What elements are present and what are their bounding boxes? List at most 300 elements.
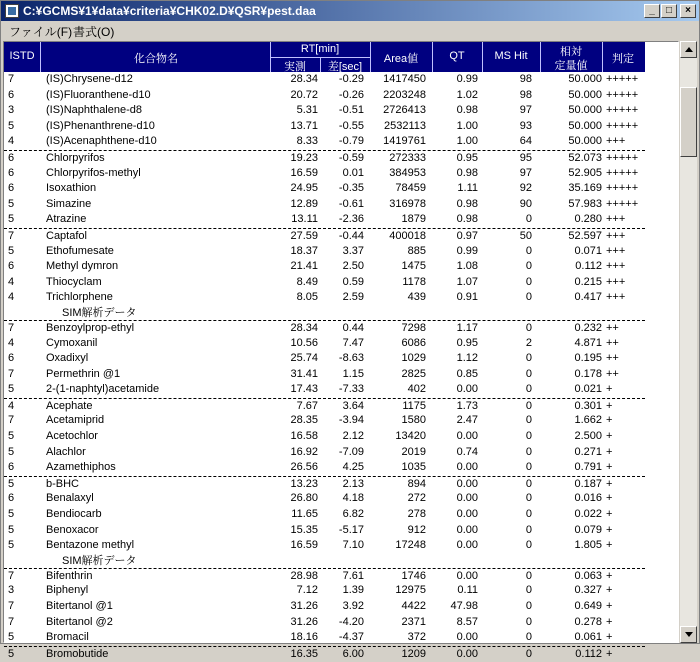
table-row[interactable]	[4, 290, 645, 306]
table-row[interactable]	[4, 88, 645, 104]
table-row[interactable]	[4, 398, 645, 414]
cell-rt: 26.56	[290, 461, 318, 474]
cell-diff: -0.61	[338, 197, 364, 210]
cell-diff: 3.92	[342, 600, 364, 612]
cell-qt: 0.99	[456, 244, 478, 257]
cell-area: 272333	[389, 151, 426, 164]
cell-qt: 1.17	[456, 321, 478, 334]
cell-name: Benzoylprop-ethyl	[46, 321, 135, 334]
cell-qt: 0.74	[456, 445, 478, 458]
cell-ms: 0	[525, 291, 532, 304]
cell-conc: 50.000	[568, 73, 602, 85]
table-row[interactable]	[4, 134, 645, 150]
scroll-thumb[interactable]	[680, 87, 697, 157]
table-row[interactable]	[4, 413, 645, 429]
cell-name: (IS)Naphthalene-d8	[46, 104, 143, 117]
header-qt[interactable]: QT	[449, 50, 465, 62]
cell-diff: 0.44	[342, 321, 364, 334]
cell-judge: ++	[606, 352, 619, 365]
cell-rt: 25.74	[290, 352, 318, 365]
table-row[interactable]	[4, 382, 645, 398]
cell-area: 402	[407, 383, 426, 396]
cell-judge: +++++	[606, 88, 639, 101]
table-row[interactable]	[4, 244, 645, 260]
cell-area: 1879	[401, 213, 426, 226]
header-rt-diff[interactable]: 差[sec]	[327, 61, 363, 73]
cell-name: Acephate	[46, 399, 93, 412]
cell-name: Permethrin @1	[46, 367, 121, 380]
cell-diff: -0.55	[338, 119, 364, 132]
cell-name: Captafol	[46, 229, 87, 242]
cell-ms: 0	[525, 275, 532, 288]
cell-area: 278	[407, 508, 426, 521]
table-row[interactable]	[4, 476, 645, 492]
cell-diff: -7.09	[338, 445, 364, 458]
table-row[interactable]	[4, 615, 645, 631]
sim-data-label	[4, 306, 645, 320]
cell-diff: 0.01	[342, 166, 364, 179]
cell-rt: 20.72	[290, 88, 318, 101]
cell-judge: ++	[606, 367, 619, 380]
table-row[interactable]	[4, 228, 645, 244]
cell-name: 2-(1-naphtyl)acetamide	[46, 383, 160, 396]
cell-conc: 0.022	[574, 508, 602, 521]
cell-judge: +++++	[606, 151, 639, 164]
cell-area: 1580	[401, 414, 426, 427]
sim-data-label	[4, 554, 645, 568]
cell-area: 1178	[402, 275, 426, 288]
cell-conc: 52.073	[568, 151, 602, 164]
cell-ms: 0	[525, 367, 532, 380]
cell-rt: 12.89	[290, 197, 318, 210]
cell-istd: 6	[8, 182, 15, 195]
cell-qt: 1.08	[456, 260, 478, 273]
cell-istd: 6	[8, 166, 15, 179]
cell-qt: 0.99	[456, 73, 478, 85]
vertical-scrollbar[interactable]	[680, 41, 697, 643]
cell-conc: 0.232	[574, 321, 602, 334]
cell-name: Bendiocarb	[46, 508, 102, 521]
table-row[interactable]	[4, 583, 645, 599]
cell-diff: -0.29	[338, 73, 364, 85]
cell-qt: 0.00	[456, 569, 478, 582]
cell-judge: +++++	[606, 182, 639, 195]
cell-istd: 5	[8, 383, 15, 396]
cell-qt: 0.00	[456, 430, 478, 443]
cell-ms: 0	[525, 584, 532, 597]
cell-rt: 13.23	[290, 477, 318, 490]
minimize-button[interactable]: _	[644, 4, 660, 18]
cell-ms: 2	[525, 336, 532, 349]
cell-qt: 1.00	[456, 135, 478, 148]
cell-istd: 4	[8, 275, 15, 288]
cell-istd: 5	[8, 244, 15, 257]
menu-bar	[1, 21, 699, 40]
cell-area: 2532113	[383, 119, 426, 132]
cell-conc: 0.016	[574, 492, 602, 505]
cell-name: Thiocyclam	[46, 275, 102, 288]
cell-ms: 0	[525, 414, 532, 427]
cell-area: 2019	[401, 445, 426, 458]
cell-area: 1419761	[383, 135, 426, 148]
table-row[interactable]	[4, 367, 645, 383]
cell-judge: +	[606, 631, 613, 644]
cell-judge: +++++	[606, 104, 639, 117]
cell-conc: 0.187	[574, 477, 602, 490]
cell-conc: 1.805	[574, 539, 602, 552]
cell-rt: 27.59	[290, 229, 318, 242]
cell-ms: 0	[525, 430, 532, 443]
cell-area: 1035	[401, 461, 426, 474]
header-rt-measured[interactable]: 実測	[284, 61, 306, 73]
cell-rt: 16.59	[290, 539, 318, 552]
table-row[interactable]	[4, 445, 645, 461]
cell-conc: 50.000	[568, 119, 602, 132]
cell-rt: 28.98	[290, 569, 318, 582]
cell-judge: +	[606, 508, 613, 521]
table-row[interactable]	[4, 460, 645, 476]
cell-qt: 0.00	[456, 647, 478, 660]
cell-qt: 1.12	[456, 352, 478, 365]
cell-diff: -0.59	[338, 151, 364, 164]
cell-judge: +	[606, 615, 613, 628]
cell-judge: +	[606, 445, 613, 458]
cell-qt: 1.73	[456, 399, 478, 412]
cell-ms: 93	[519, 119, 532, 132]
cell-judge: ++	[606, 336, 619, 349]
cell-istd: 5	[8, 445, 15, 458]
cell-rt: 7.12	[296, 584, 318, 597]
table-row[interactable]	[4, 507, 645, 523]
cell-diff: 7.61	[342, 569, 364, 582]
cell-rt: 19.23	[290, 151, 318, 164]
cell-qt: 0.95	[456, 151, 478, 164]
cell-diff: -0.26	[338, 88, 364, 101]
cell-name: Biphenyl	[46, 584, 89, 597]
header-conc-line2[interactable]: 定量値	[554, 60, 588, 72]
table-row[interactable]	[4, 630, 645, 646]
cell-rt: 16.58	[290, 430, 318, 443]
table-row[interactable]	[4, 103, 645, 119]
cell-area: 1475	[401, 260, 426, 273]
cell-diff: 2.50	[342, 260, 364, 273]
cell-qt: 0.98	[456, 104, 478, 117]
cell-ms: 0	[525, 445, 532, 458]
cell-istd: 5	[8, 631, 15, 644]
table-body	[4, 72, 645, 661]
cell-rt: 18.37	[290, 244, 318, 257]
scroll-down-button[interactable]	[680, 626, 697, 643]
cell-qt: 0.00	[456, 477, 478, 490]
cell-diff: 7.10	[342, 539, 364, 552]
cell-istd: 3	[8, 584, 15, 597]
scroll-up-button[interactable]	[680, 41, 697, 58]
cell-ms: 64	[519, 135, 532, 148]
cell-judge: +	[606, 414, 613, 427]
cell-istd: 7	[8, 367, 15, 380]
cell-ms: 0	[525, 600, 532, 612]
cell-name: Bromacil	[46, 631, 89, 644]
cell-rt: 21.41	[290, 260, 318, 273]
cell-rt: 10.56	[290, 336, 318, 349]
table-row[interactable]	[4, 599, 645, 615]
cell-qt: 0.00	[456, 492, 478, 505]
table-row[interactable]	[4, 72, 645, 88]
cell-diff: 6.00	[342, 647, 364, 660]
cell-judge: +	[606, 600, 613, 612]
maximize-button[interactable]: □	[661, 4, 677, 18]
cell-name: Ethofumesate	[46, 244, 114, 257]
cell-judge: +	[606, 477, 613, 490]
sim-data-text: SIM解析データ	[62, 306, 137, 319]
menu-format[interactable]: 書式(O)	[73, 25, 115, 39]
cell-istd: 4	[8, 336, 15, 349]
cell-name: Atrazine	[46, 213, 87, 226]
cell-judge: +++	[606, 229, 626, 242]
cell-istd: 5	[8, 523, 15, 536]
cell-istd: 5	[8, 430, 15, 443]
cell-istd: 6	[8, 88, 15, 101]
table-header	[4, 42, 645, 72]
cell-qt: 47.98	[450, 600, 478, 612]
header-istd[interactable]: ISTD	[9, 50, 35, 62]
cell-rt: 31.26	[290, 600, 318, 612]
cell-area: 894	[407, 477, 426, 490]
title-bar[interactable]	[1, 1, 699, 21]
cell-diff: 1.15	[342, 367, 364, 380]
cell-rt: 18.16	[290, 631, 318, 644]
cell-ms: 0	[525, 260, 532, 273]
cell-qt: 0.00	[456, 539, 478, 552]
cell-istd: 5	[8, 197, 15, 210]
cell-rt: 17.43	[290, 383, 318, 396]
results-table	[3, 41, 679, 660]
cell-istd: 7	[8, 73, 15, 85]
cell-istd: 6	[8, 352, 15, 365]
cell-conc: 0.063	[574, 569, 602, 582]
cell-area: 372	[407, 631, 426, 644]
cell-qt: 0.00	[456, 508, 478, 521]
cell-diff: -3.94	[338, 414, 364, 427]
cell-rt: 13.11	[291, 213, 318, 226]
cell-istd: 5	[8, 647, 15, 660]
cell-diff: -8.63	[338, 352, 364, 365]
cell-name: Acetamiprid	[46, 414, 105, 427]
cell-rt: 26.80	[290, 492, 318, 505]
cell-ms: 98	[519, 73, 532, 85]
cell-ms: 0	[525, 523, 532, 536]
cell-conc: 57.983	[568, 197, 602, 210]
cell-area: 439	[407, 291, 426, 304]
cell-judge: +	[606, 584, 613, 597]
cell-name: Benalaxyl	[46, 492, 94, 505]
cell-istd: 5	[8, 539, 15, 552]
cell-conc: 0.079	[574, 523, 602, 536]
cell-name: Azamethiphos	[46, 461, 116, 474]
cell-judge: +++++	[606, 73, 639, 85]
cell-istd: 6	[8, 492, 15, 505]
cell-diff: 3.37	[342, 244, 364, 257]
cell-ms: 0	[525, 213, 532, 226]
table-row[interactable]	[4, 538, 645, 554]
cell-conc: 0.021	[574, 383, 602, 396]
cell-rt: 13.71	[290, 119, 318, 132]
table-row[interactable]	[4, 646, 645, 662]
cell-name: Alachlor	[46, 445, 86, 458]
cell-area: 885	[407, 244, 426, 257]
header-judgment[interactable]: 判定	[612, 53, 634, 65]
cell-area: 4422	[401, 600, 426, 612]
cell-diff: 0.59	[342, 275, 364, 288]
cell-qt: 0.00	[456, 631, 478, 644]
cell-conc: 0.649	[574, 600, 602, 612]
header-ms-hit[interactable]: MS Hit	[494, 50, 528, 62]
cell-name: Oxadixyl	[46, 352, 89, 365]
cell-ms: 97	[519, 104, 532, 117]
table-row[interactable]	[4, 119, 645, 135]
cell-area: 13420	[395, 430, 426, 443]
cell-istd: 4	[8, 291, 15, 304]
table-row[interactable]	[4, 320, 645, 336]
cell-istd: 5	[8, 508, 15, 521]
cell-judge: ++	[606, 321, 619, 334]
header-rt: RT[min]	[300, 43, 340, 55]
cell-qt: 2.47	[456, 414, 478, 427]
cell-conc: 0.327	[574, 584, 602, 597]
table-row[interactable]	[4, 336, 645, 352]
cell-ms: 0	[525, 399, 532, 412]
cell-rt: 16.35	[290, 647, 318, 660]
table-row[interactable]	[4, 429, 645, 445]
cell-ms: 0	[525, 569, 532, 582]
cell-qt: 1.07	[456, 275, 478, 288]
cell-istd: 5	[8, 213, 15, 226]
cell-conc: 2.500	[574, 430, 602, 443]
cell-diff: -5.17	[338, 523, 364, 536]
cell-istd: 7	[8, 600, 15, 612]
cell-qt: 1.11	[457, 182, 478, 195]
menu-file[interactable]: ファイル(F)	[9, 25, 73, 39]
cell-area: 400018	[389, 229, 426, 242]
cell-istd: 7	[8, 615, 15, 628]
cell-ms: 0	[525, 492, 532, 505]
cell-istd: 5	[8, 477, 15, 490]
cell-area: 1746	[401, 569, 426, 582]
cell-conc: 0.178	[574, 367, 602, 380]
cell-judge: +++	[606, 275, 626, 288]
cell-name: b-BHC	[46, 477, 80, 490]
cell-judge: +++++	[606, 119, 639, 132]
cell-ms: 0	[525, 508, 532, 521]
cell-name: (IS)Fluoranthene-d10	[46, 88, 151, 101]
cell-conc: 0.215	[574, 275, 602, 288]
cell-istd: 5	[8, 119, 15, 132]
cell-name: Isoxathion	[46, 182, 97, 195]
cell-rt: 24.95	[290, 182, 318, 195]
table-row[interactable]	[4, 212, 645, 228]
table-row[interactable]	[4, 491, 645, 507]
cell-rt: 5.31	[296, 104, 318, 117]
cell-istd: 7	[8, 569, 15, 582]
cell-diff: 7.47	[342, 336, 364, 349]
cell-conc: 50.000	[568, 88, 602, 101]
cell-judge: +	[606, 647, 613, 660]
cell-istd: 7	[8, 321, 15, 334]
cell-diff: 2.12	[342, 430, 364, 443]
cell-diff: 4.25	[342, 461, 364, 474]
header-conc-line1[interactable]: 相対	[560, 46, 582, 58]
cell-area: 316978	[389, 197, 426, 210]
cell-ms: 98	[519, 88, 532, 101]
cell-area: 7298	[401, 321, 426, 334]
cell-qt: 0.98	[456, 213, 478, 226]
cell-area: 2203248	[383, 88, 426, 101]
cell-istd: 4	[8, 399, 15, 412]
cell-conc: 0.061	[574, 631, 602, 644]
cell-area: 2371	[401, 615, 426, 628]
cell-name: Benoxacor	[46, 523, 99, 536]
header-compound[interactable]: 化合物名	[134, 53, 178, 65]
table-row[interactable]	[4, 150, 645, 166]
cell-ms: 95	[519, 151, 532, 164]
table-row[interactable]	[4, 166, 645, 182]
cell-qt: 8.57	[456, 615, 478, 628]
table-row[interactable]	[4, 275, 645, 291]
cell-diff: -0.35	[338, 182, 364, 195]
cell-conc: 0.112	[575, 260, 602, 273]
cell-rt: 8.33	[296, 135, 318, 148]
cell-name: Chlorpyrifos-methyl	[46, 166, 141, 179]
table-row[interactable]	[4, 568, 645, 584]
cell-conc: 50.000	[568, 135, 602, 148]
cell-istd: 6	[8, 260, 15, 273]
cell-name: Methyl dymron	[46, 260, 119, 273]
table-row[interactable]	[4, 181, 645, 197]
cell-judge: +++	[606, 291, 626, 304]
cell-diff: -0.44	[338, 229, 364, 242]
cell-ms: 0	[525, 477, 532, 490]
cell-judge: +	[606, 523, 613, 536]
cell-area: 1029	[401, 352, 426, 365]
cell-judge: +++	[606, 213, 626, 226]
cell-ms: 97	[519, 166, 532, 179]
cell-qt: 0.11	[457, 584, 478, 597]
table-row[interactable]	[4, 523, 645, 539]
cell-istd: 6	[8, 461, 15, 474]
cell-judge: +	[606, 383, 613, 396]
table-row[interactable]	[4, 197, 645, 213]
cell-diff: 6.82	[342, 508, 364, 521]
header-area[interactable]: Area値	[383, 53, 419, 65]
cell-qt: 0.91	[456, 291, 478, 304]
cell-rt: 7.67	[296, 399, 318, 412]
cell-rt: 16.92	[290, 445, 318, 458]
cell-conc: 0.791	[574, 461, 602, 474]
cell-judge: +++++	[606, 166, 639, 179]
cell-rt: 15.35	[290, 523, 318, 536]
close-button[interactable]: ×	[680, 4, 696, 18]
cell-name: Trichlorphene	[46, 291, 113, 304]
cell-area: 78459	[395, 182, 426, 195]
table-row[interactable]	[4, 259, 645, 275]
sim-data-text: SIM解析データ	[62, 554, 137, 567]
cell-qt: 0.00	[456, 523, 478, 536]
cell-qt: 0.98	[456, 197, 478, 210]
app-icon[interactable]	[5, 4, 19, 18]
table-row[interactable]	[4, 351, 645, 367]
cell-qt: 0.95	[456, 336, 478, 349]
cell-qt: 1.00	[456, 119, 478, 132]
